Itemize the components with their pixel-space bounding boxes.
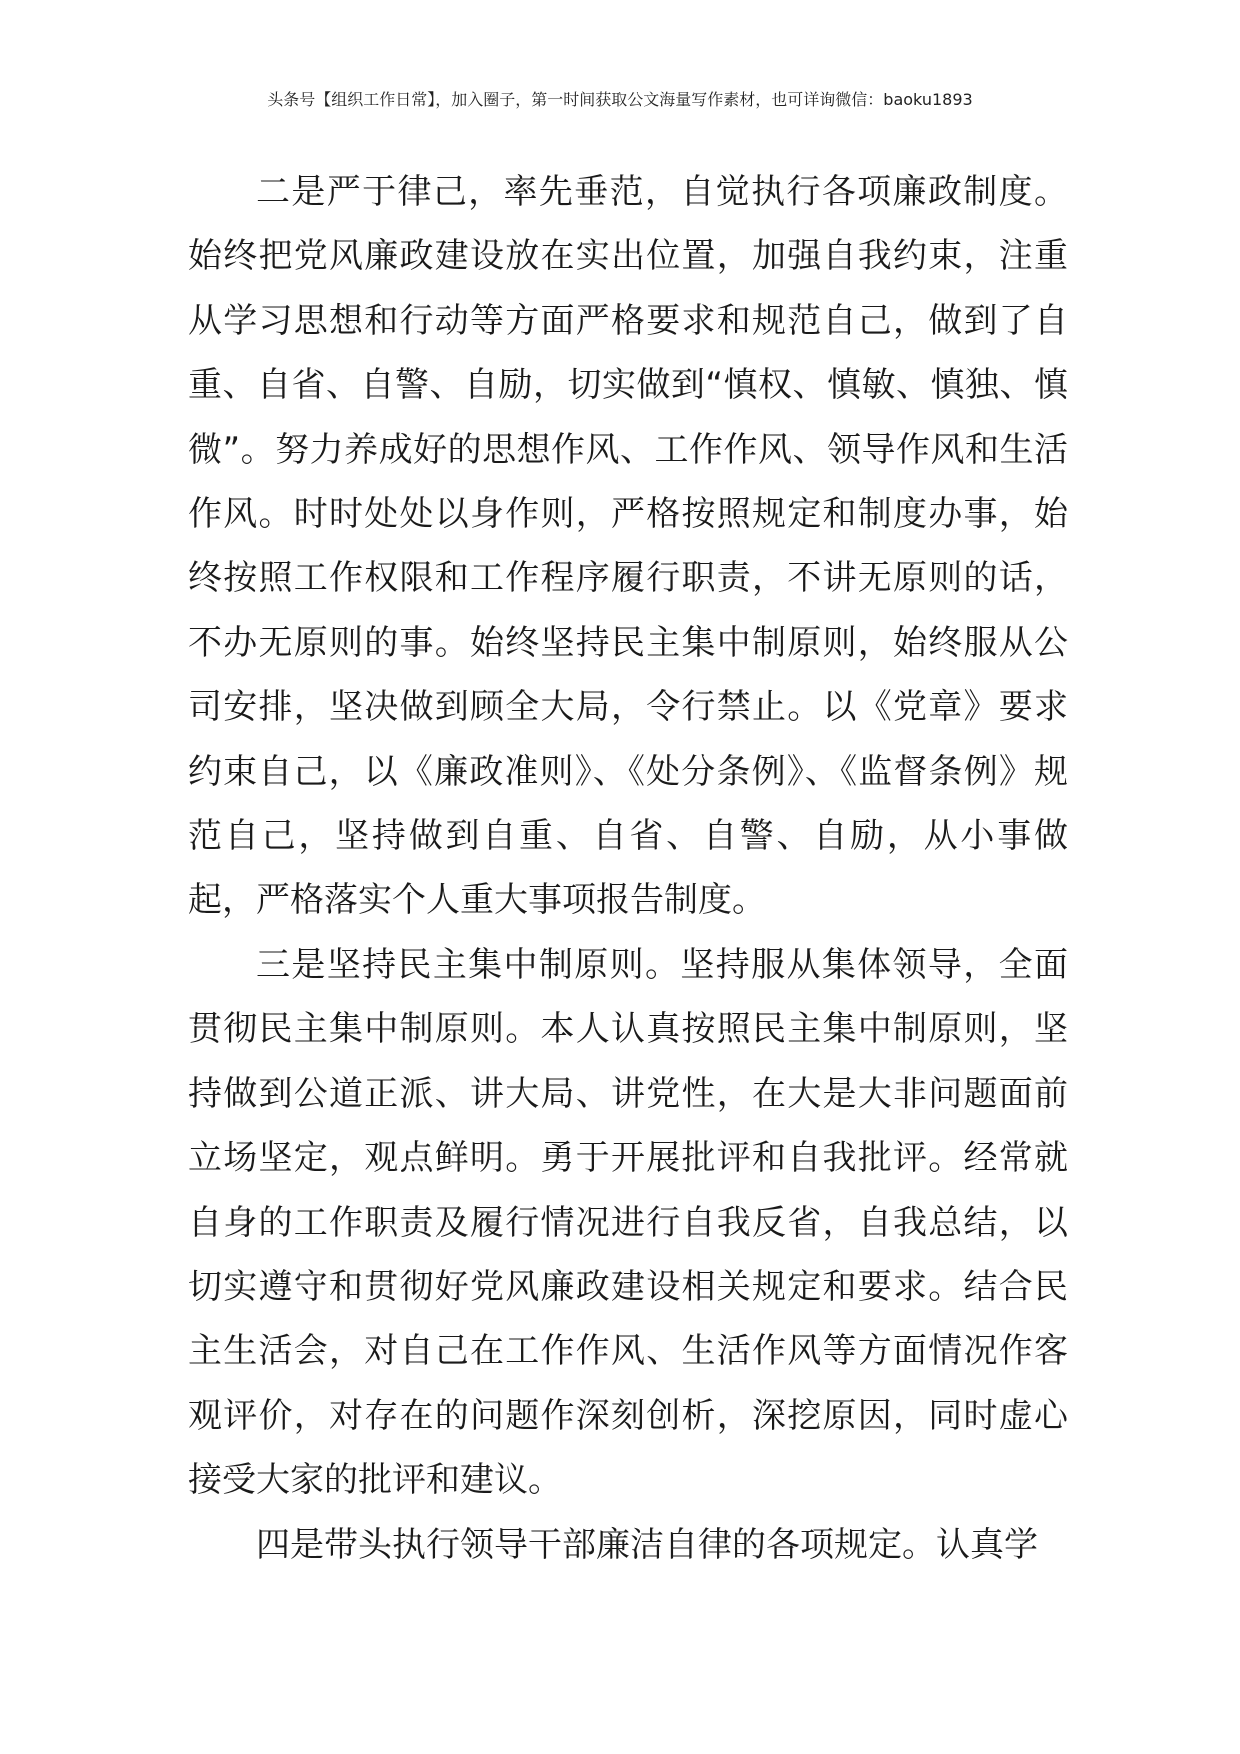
paragraph: 四是带头执行领导干部廉洁自律的各项规定。认真学 (256, 1524, 1038, 1565)
paragraph: 二是严于律己，率先垂范，自觉执行各项廉政制度。始终把党风廉政建设放在实出位置，加强自我约束，注重从学习思想和行动等方面严格要求和规范自己，做到了自重、自省、自警、自励，切实做到“慎权、慎敏、慎独、慎微”。努力养成好的思想作风、工作作风、领导作风和生活作风。时时处处以身作则，严格按照规定和制度办事，始终按照工作权限和工作程序履行职责，不讲无原则的话，不办无原则的事。始终坚持民主集中制原则，始终服从公司安排，坚决做到顾全大局，令行禁止。以《党章》要求约束自己，以《廉政准则》、《处分条例》、《监督条例》规范自己，坚持做到自重、自省、自警、自励，从小事做起，严格落实个人重大事项报告制度。 (188, 172, 1068, 921)
paragraph: 三是坚持民主集中制原则。坚持服从集体领导，全面贯彻民主集中制原则。本人认真按照民主集中制原则，坚持做到公道正派、讲大局、讲党性，在大是大非问题面前立场坚定，观点鲜明。勇于开展批评和自我批评。经常就自身的工作职责及履行情况进行自我反省，自我总结，以切实遵守和贯彻好党风廉政建设相关规定和要求。结合民主生活会，对自己在工作作风、生活作风等方面情况作客观评价，对存在的问题作深刻创析，深挖原因，同时虚心接受大家的批评和建议。 (188, 944, 1068, 1501)
document-body (188, 160, 1068, 1577)
header-note: 头条号【组织工作日常】，加入圈子，第一时间获取公文海量写作素材，也可详询微信：baoku1893 (267, 90, 973, 109)
